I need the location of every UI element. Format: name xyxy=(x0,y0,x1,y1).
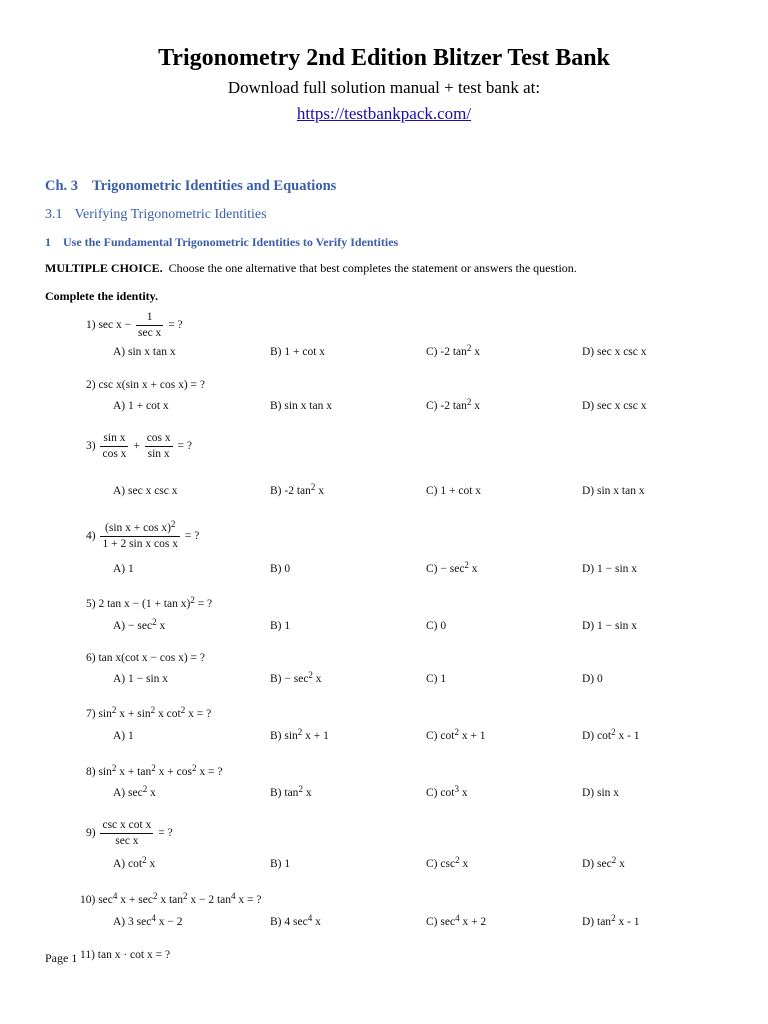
fraction: $\frac{\text{csc x cot x}}{\text{sec x}}$ xyxy=(102,819,152,847)
option-3b[interactable]: B) -2 $\tan^2 x$ xyxy=(270,482,325,497)
option-1d[interactable]: D) sec x csc x xyxy=(582,346,647,358)
option-4b[interactable]: B) 0 xyxy=(270,563,291,575)
option-8c[interactable]: C) $\cot^3 x$ xyxy=(426,784,468,799)
option-8a[interactable]: A) $\sec^2 x$ xyxy=(113,784,156,799)
option-1b[interactable]: B) 1 + cot x xyxy=(270,346,326,358)
question-10: 10) $\sec^4 x + \sec^2 x$ $\tan^2 x - 2$ $\tan^4 x$ = ? xyxy=(80,891,262,906)
fraction: $\frac{1}{\text{sec x}}$ xyxy=(138,311,162,339)
chapter-heading xyxy=(45,178,336,195)
option-2d[interactable]: D) sec x csc x xyxy=(582,400,647,412)
option-8d[interactable]: D) sin x xyxy=(582,787,620,799)
option-1a[interactable]: A) sin x tan x xyxy=(113,346,176,358)
option-4a[interactable]: A) 1 xyxy=(113,563,134,575)
objective-heading xyxy=(45,235,398,250)
instructions-text: Choose the one alternative that best completes the statement or answers the question. xyxy=(168,261,577,275)
option-9c[interactable]: C) $\csc^2 x$ xyxy=(426,855,469,870)
section-number: 3.1 xyxy=(45,207,63,222)
page-number: Page 1 xyxy=(45,951,78,965)
section-title: Verifying Trigonometric Identities xyxy=(74,207,267,222)
option-6d[interactable]: D) 0 xyxy=(582,673,603,685)
option-5b[interactable]: B) 1 xyxy=(270,620,291,632)
chapter-number: Ch. 3 xyxy=(45,178,79,194)
document-title: Trigonometry 2nd Edition Blitzer Test Bank xyxy=(158,45,610,71)
option-6b[interactable]: $B) - \sec^2 x$ xyxy=(270,670,322,685)
option-5c[interactable]: C) 0 xyxy=(426,620,447,632)
prompt: Complete the identity. xyxy=(45,289,158,303)
question-11: 11) tan x · cot x = ? xyxy=(80,949,171,961)
instructions xyxy=(45,261,577,276)
option-5a[interactable]: $A) - \sec^2 x$ xyxy=(113,617,166,632)
question-1: 1) sec x − $\frac{1}{\text{sec x}}$ = ? xyxy=(86,311,183,339)
question-8: 8) $\sin^2 x + \tan^2 x + \cos^2 x$ = ? xyxy=(86,763,223,778)
option-1c[interactable]: C) -2 $\tan^2 x$ xyxy=(426,343,481,358)
fraction: $\frac{\text{cos x}}{\text{sin x}}$ xyxy=(146,432,171,460)
fraction: $\frac{\text{sin x}}{\text{cos x}}$ xyxy=(102,432,127,460)
option-7b[interactable]: B) $\sin^2 x + 1$ xyxy=(270,727,329,742)
option-5d[interactable]: D) 1 − sin x xyxy=(582,620,638,632)
option-2a[interactable]: A) 1 + cot x xyxy=(113,400,169,412)
option-4d[interactable]: D) 1 − sin x xyxy=(582,563,638,575)
instructions-label: MULTIPLE CHOICE. xyxy=(45,261,163,275)
option-10b[interactable]: B) 4 $\sec^4 x$ xyxy=(270,913,321,928)
objective-number: 1 xyxy=(45,235,51,249)
option-2b[interactable]: B) sin x tan x xyxy=(270,400,332,412)
document-subtitle: Download full solution manual + test bank at: xyxy=(227,78,541,97)
objective-title: Use the Fundamental Trigonometric Identities to Verify Identities xyxy=(63,235,399,249)
option-7d[interactable]: D) $\cot^2 x - 1$ xyxy=(582,727,640,742)
option-2c[interactable]: C) -2 $\tan^2 x$ xyxy=(426,397,481,412)
option-9d[interactable]: D) $\sec^2 x$ xyxy=(582,855,625,870)
option-4c[interactable]: $C) - \sec^2 x$ xyxy=(426,560,478,575)
option-7a[interactable]: A) 1 xyxy=(113,730,134,742)
option-3d[interactable]: D) sin x tan x xyxy=(582,485,645,497)
download-link[interactable]: https://testbankpack.com/ xyxy=(296,104,472,123)
option-3c[interactable]: C) 1 + cot x xyxy=(426,485,482,497)
fraction: $\frac{(\sin x + \cos x)^2}{\text{1 + 2 sin x cos x}}$ xyxy=(102,519,178,550)
option-9a[interactable]: A) $\cot^2 x$ xyxy=(113,855,156,870)
option-10d[interactable]: D) $\tan^2 x - 1$ xyxy=(582,913,640,928)
question-7: 7) $\sin^2 x + \sin^2 x$ $\cot^2 x$ = ? xyxy=(86,705,212,720)
option-6c[interactable]: C) 1 xyxy=(426,673,447,685)
question-5: 5) 2 $\tan x - (1 + \tan x)^2$ = ? xyxy=(86,595,213,610)
chapter-title: Trigonometric Identities and Equations xyxy=(92,178,337,194)
option-8b[interactable]: B) $\tan^2 x$ xyxy=(270,784,312,799)
option-10a[interactable]: A) 3 $\sec^4 x - 2$ xyxy=(113,913,183,928)
option-3a[interactable]: A) sec x csc x xyxy=(113,485,178,497)
section-heading xyxy=(45,207,267,223)
option-7c[interactable]: C) $\cot^2 x + 1$ xyxy=(426,727,486,742)
question-4: 4) $\frac{(\sin x + \cos x)^2}{\text{1 + 2 sin x cos x}}$ = ? xyxy=(86,519,200,550)
option-10c[interactable]: C) $\sec^4 x + 2$ xyxy=(426,913,487,928)
question-9: 9) $\frac{\text{csc x cot x}}{\text{sec x}}$ = ? xyxy=(86,819,173,847)
question-6: 6) tan x(cot x − cos x) = ? xyxy=(86,652,205,664)
question-3: 3) $\frac{\text{sin x}}{\text{cos x}}$ + $\frac{\text{cos x}}{\text{sin x}}$ = ? xyxy=(86,432,192,460)
question-2: 2) csc x(sin x + cos x) = ? xyxy=(86,379,205,391)
option-9b[interactable]: B) 1 xyxy=(270,858,291,870)
option-6a[interactable]: A) 1 − sin x xyxy=(113,673,169,685)
